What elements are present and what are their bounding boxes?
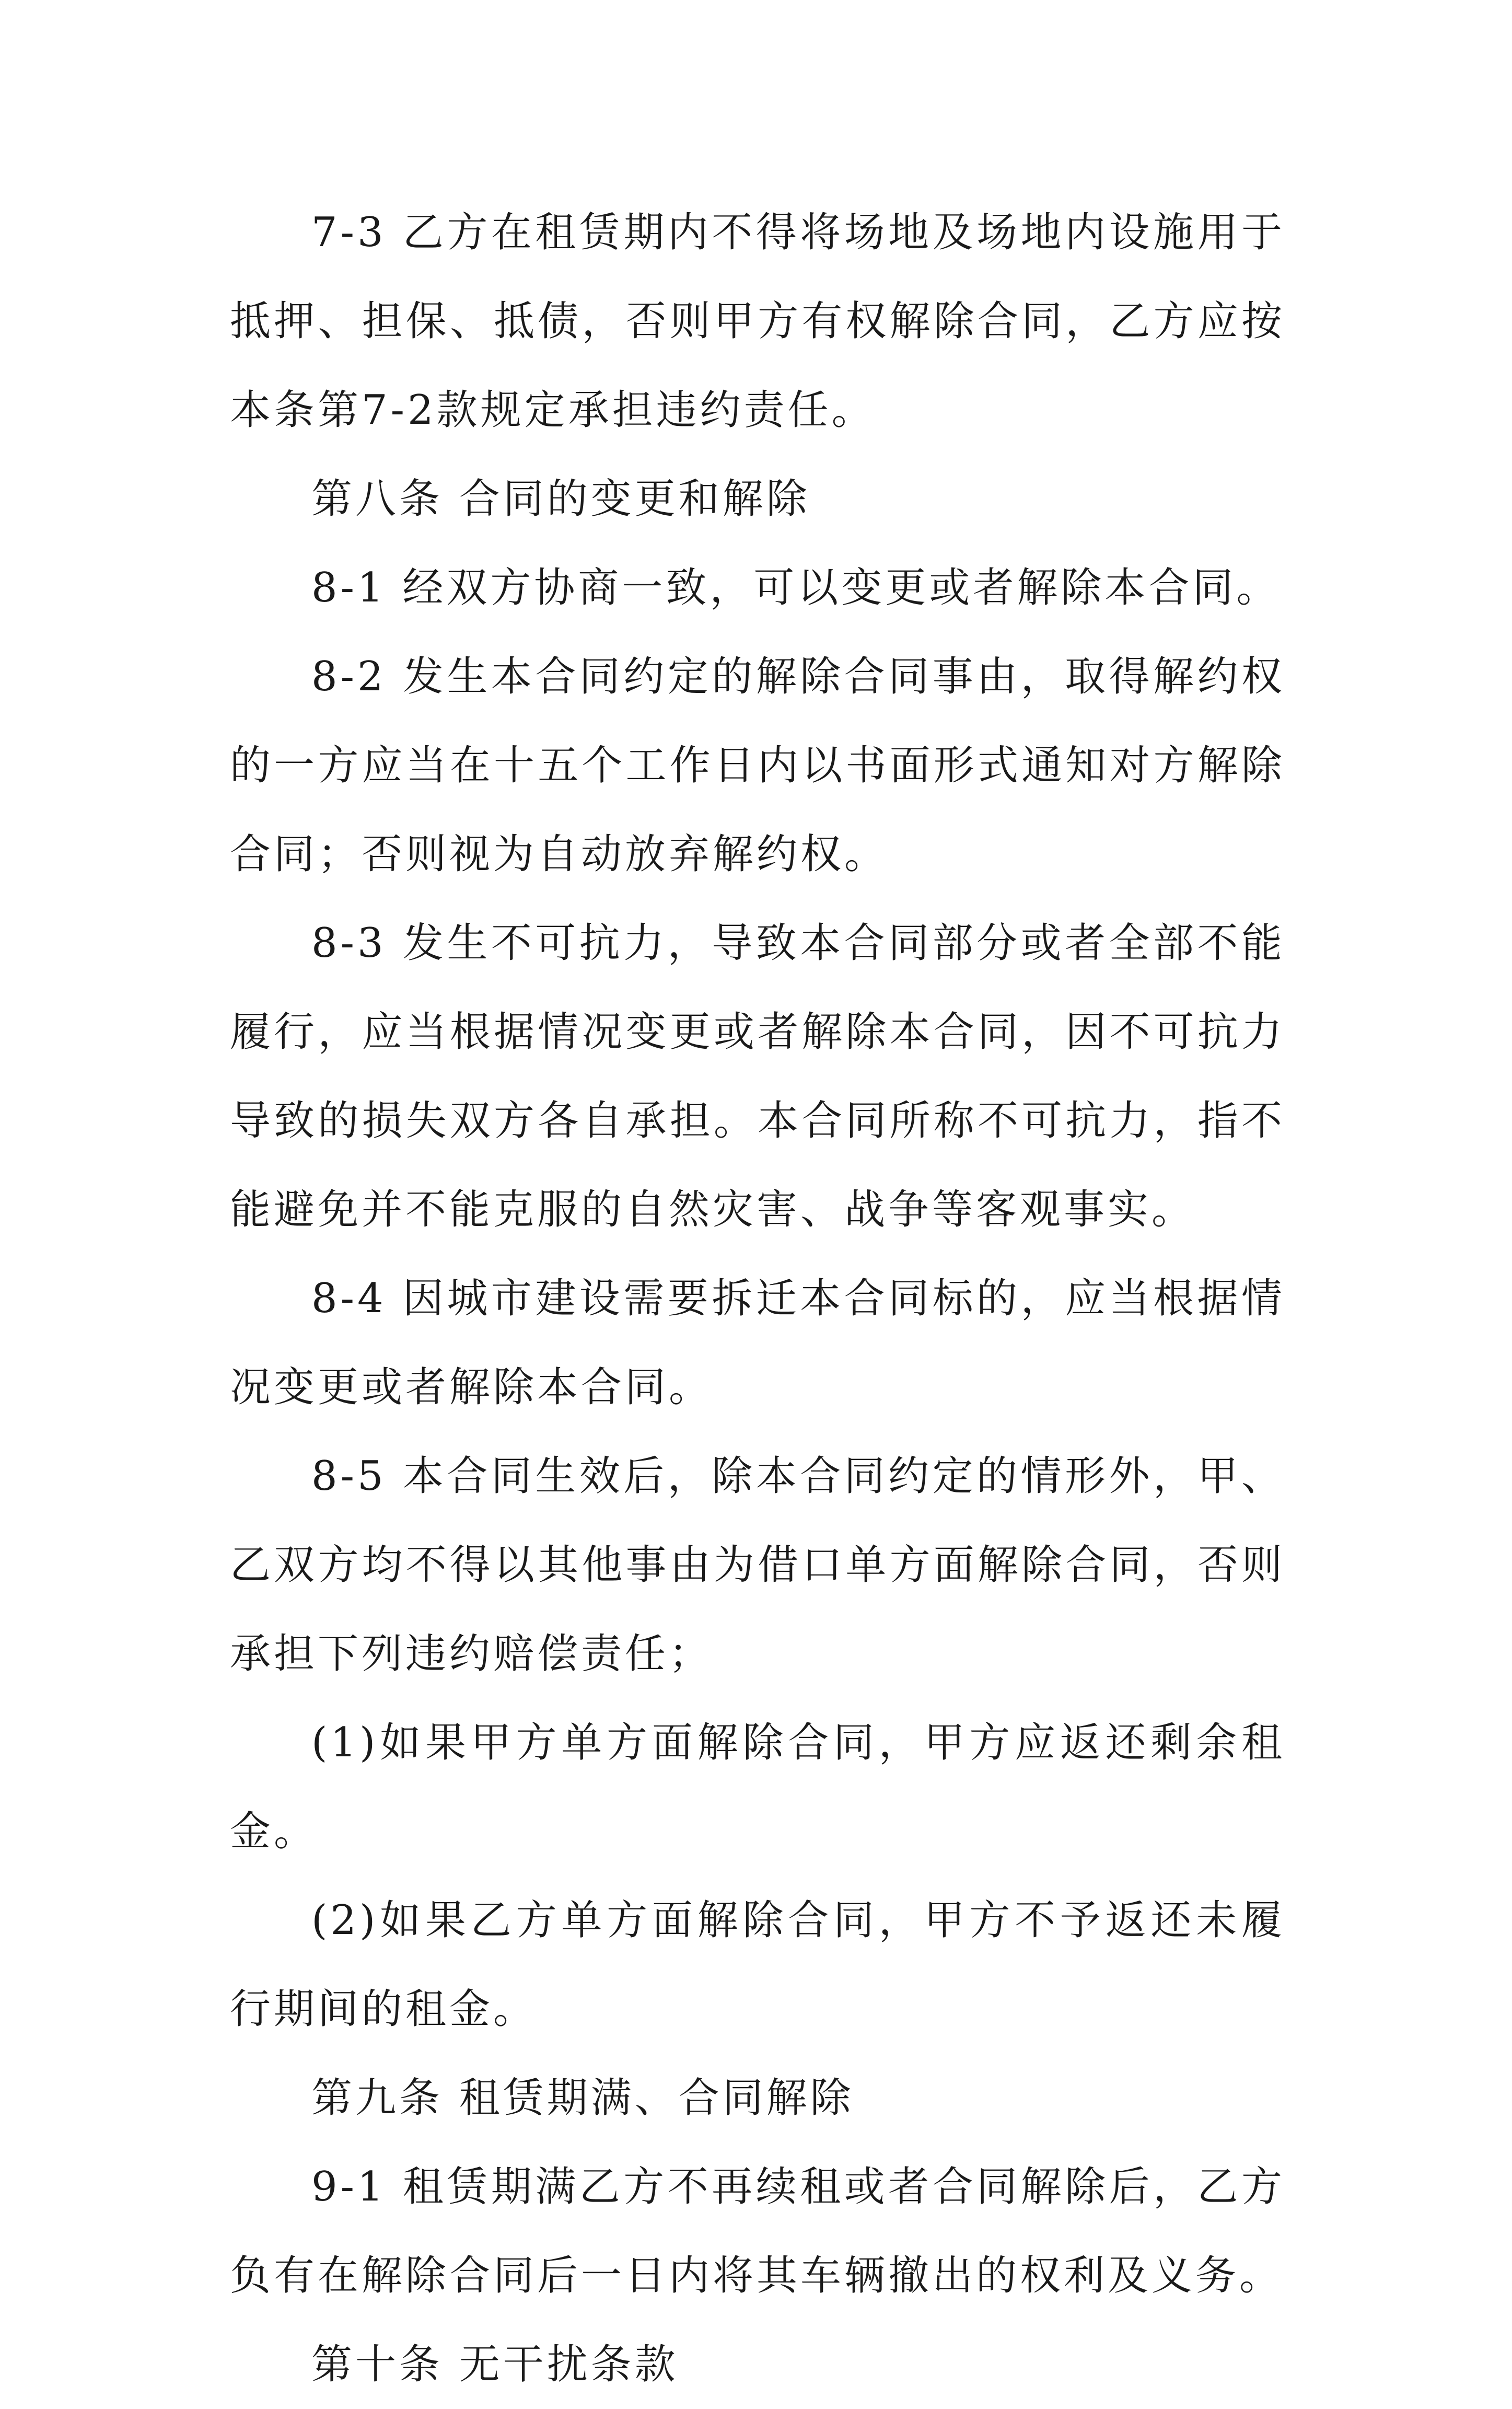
paragraph-8-5-item-2: (2)如果乙方单方面解除合同，甲方不予返还未履行期间的租金。 [230,1897,1285,2033]
paragraph-7-3: 7-3 乙方在租赁期内不得将场地及场地内设施用于抵押、担保、抵债，否则甲方有权解除合同，乙方应按本条第7-2款规定承担违约责任。 [230,209,1285,434]
paragraph-9-1: 9-1 租赁期满乙方不再续租或者合同解除后，乙方负有在解除合同后一日内将其车辆撤出的权利及义务。 [230,2163,1285,2299]
paragraph-8-3: 8-3 发生不可抗力，导致本合同部分或者全部不能履行，应当根据情况变更或者解除本合同，因不可抗力导致的损失双方各自承担。本合同所称不可抗力，指不能避免并不能克服的自然灾害、战争等客观事实。 [230,920,1285,1233]
paragraph-8-1: 8-1 经双方协商一致，可以变更或者解除本合同。 [311,564,1281,611]
paragraph-8-2: 8-2 发生本合同约定的解除合同事由，取得解约权的一方应当在十五个工作日内以书面形式通知对方解除合同；否则视为自动放弃解约权。 [230,653,1285,878]
heading-article-10: 第十条 无干扰条款 [311,2341,679,2388]
heading-article-8: 第八条 合同的变更和解除 [311,476,810,523]
heading-article-9: 第九条 租赁期满、合同解除 [311,2075,854,2122]
paragraph-8-5-item-1: (1)如果甲方单方面解除合同，甲方应返还剩余租金。 [230,1719,1285,1855]
paragraph-8-4: 8-4 因城市建设需要拆迁本合同标的，应当根据情况变更或者解除本合同。 [230,1275,1285,1411]
document-body [230,188,1285,2409]
paragraph-8-5: 8-5 本合同生效后，除本合同约定的情形外，甲、乙双方均不得以其他事由为借口单方面解除合同，否则承担下列违约赔偿责任； [230,1453,1285,1677]
